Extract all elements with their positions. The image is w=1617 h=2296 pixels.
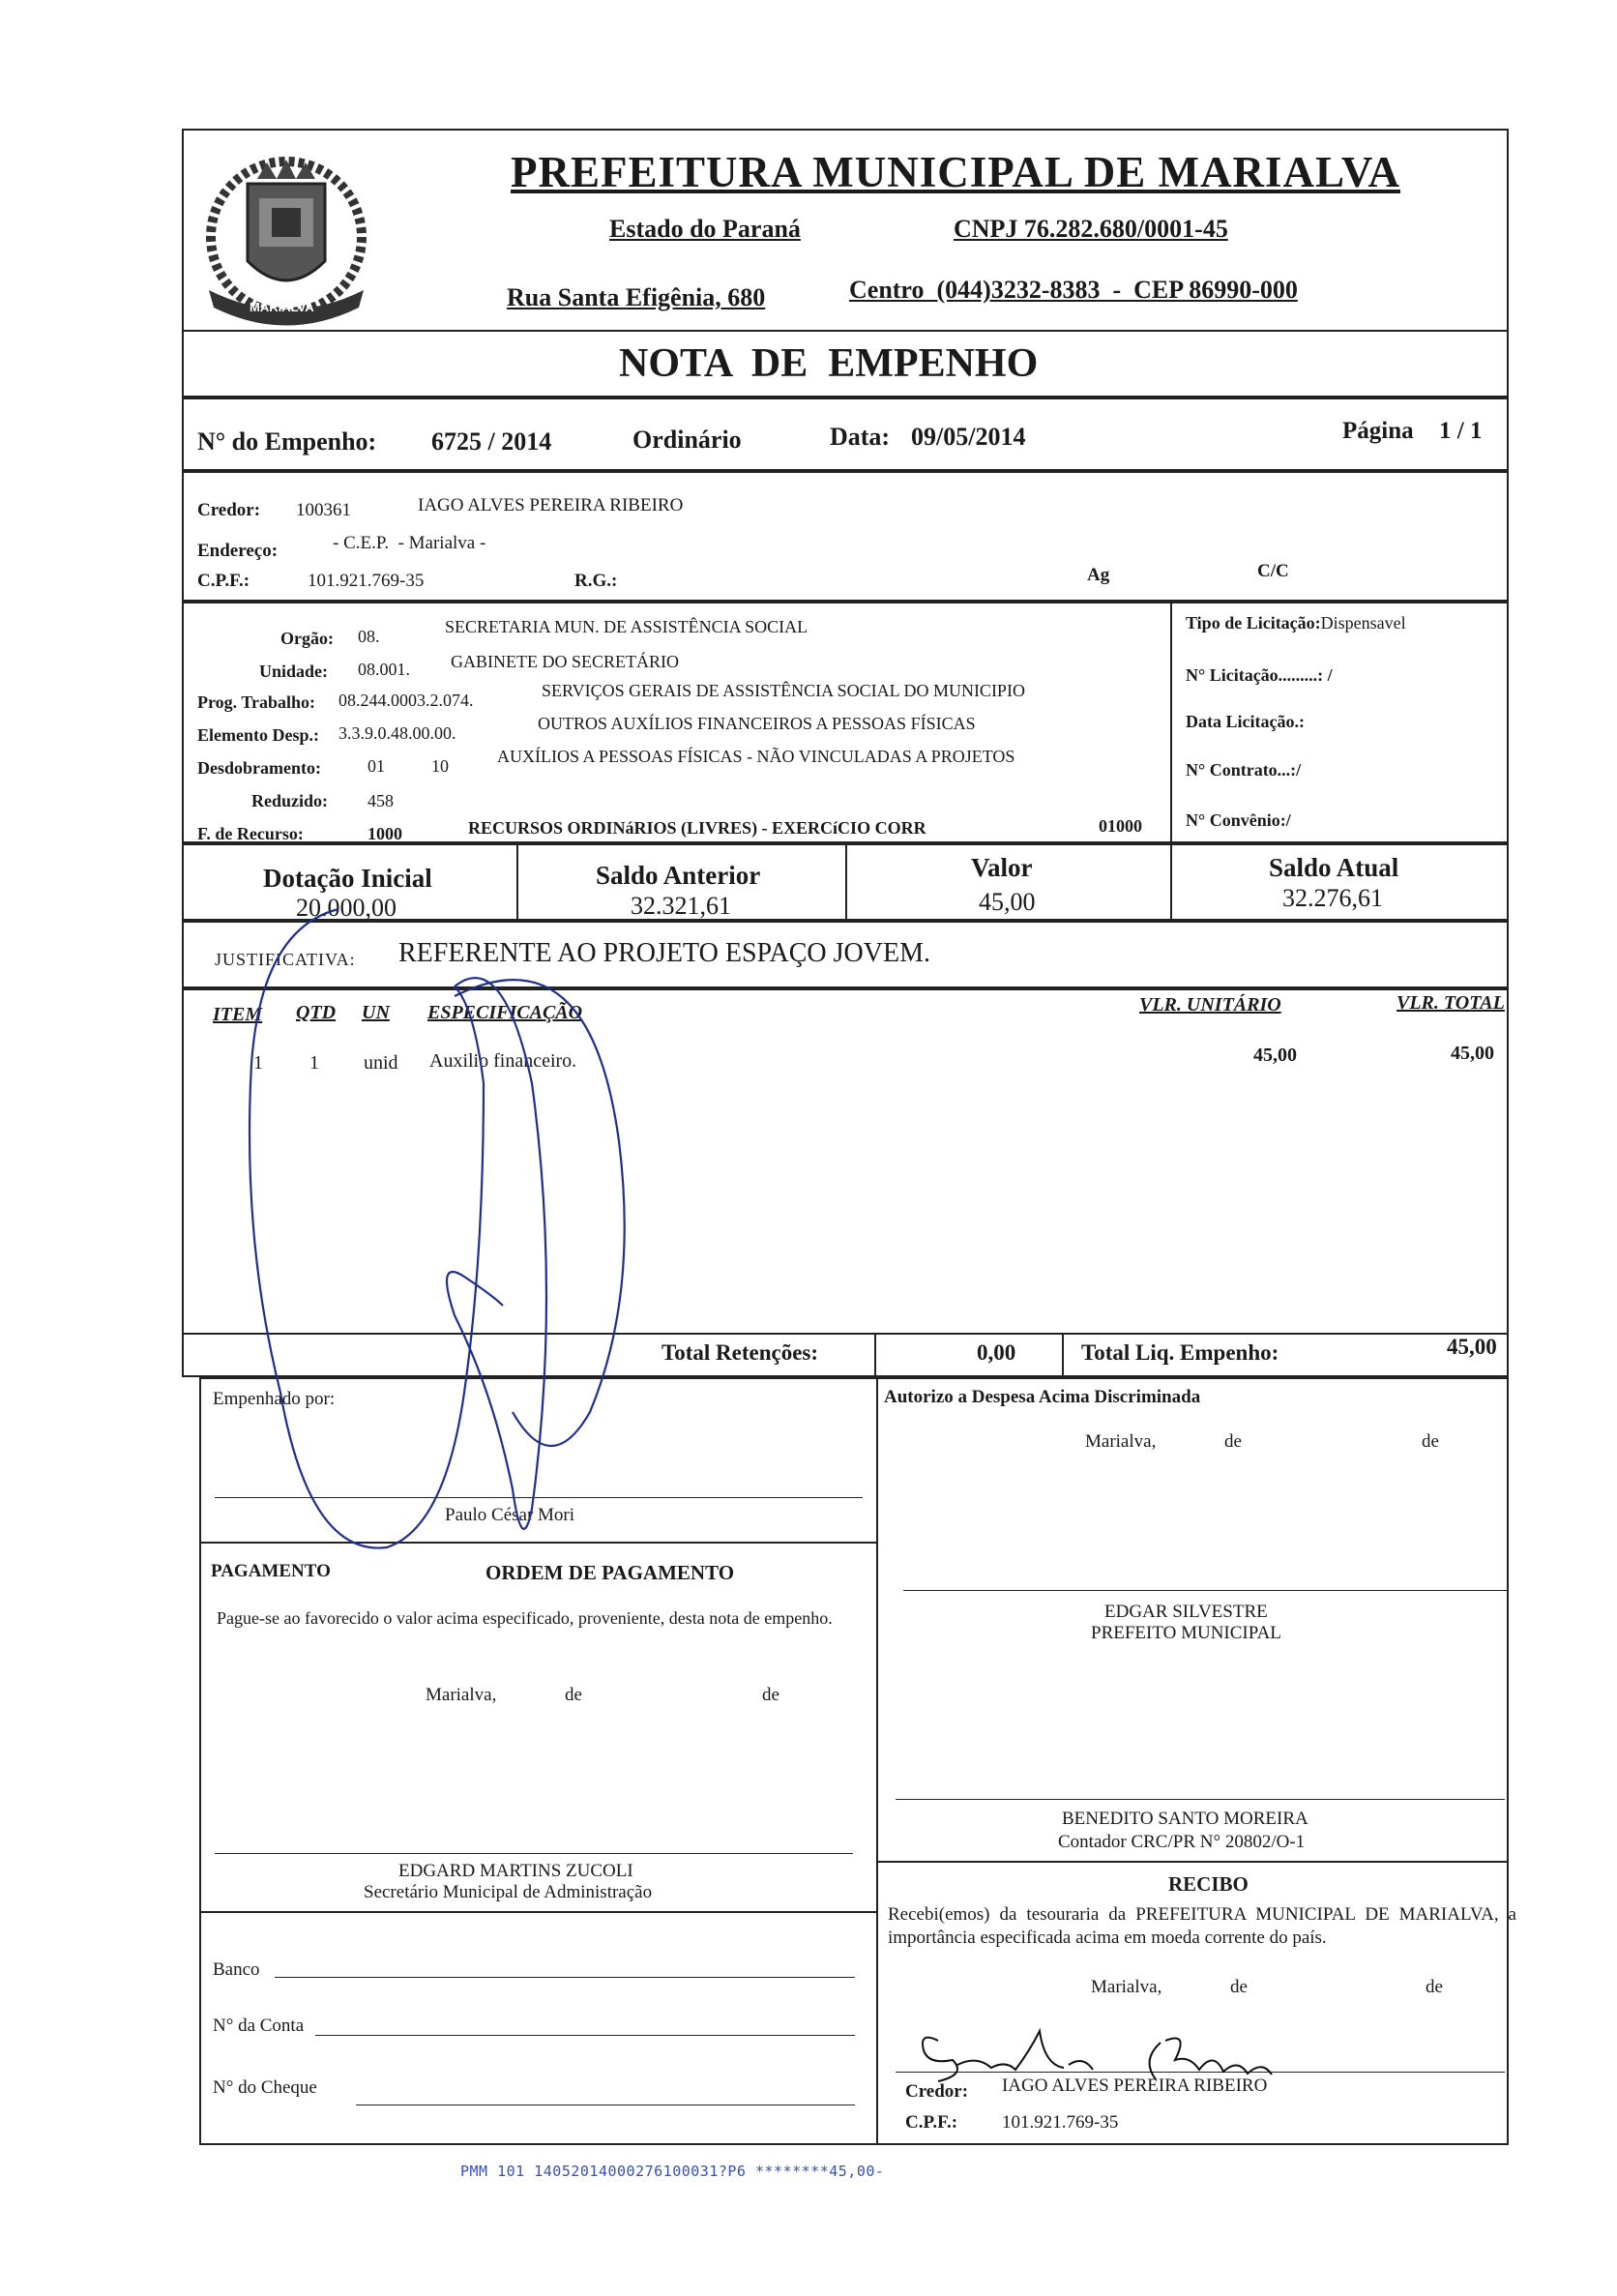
prog-name: SERVIÇOS GERAIS DE ASSISTÊNCIA SOCIAL DO MUNICIPIO: [542, 681, 1025, 700]
justificativa-label: JUSTIFICATIVA:: [215, 950, 356, 969]
reduzido-label: Reduzido:: [251, 791, 329, 810]
recurso-label: F. de Recurso:: [197, 824, 304, 843]
elemento-code: 3.3.9.0.48.00.00.: [338, 723, 456, 743]
desdobramento-a: 01: [368, 756, 385, 776]
col-item-header: ITEM: [213, 1004, 263, 1025]
unidade-code: 08.001.: [358, 660, 410, 679]
page-label: Página: [1342, 418, 1414, 444]
empenho-date: 09/05/2014: [911, 423, 1026, 451]
autorizo-city: Marialva,: [1085, 1431, 1157, 1452]
reduzido-value: 458: [368, 791, 394, 810]
secretario-signature-line: [215, 1853, 853, 1854]
col-total-header: VLR. TOTAL: [1396, 992, 1505, 1014]
item-un: unid: [364, 1052, 398, 1074]
page-title: PREFEITURA MUNICIPAL DE MARIALVA: [511, 148, 1401, 196]
conta-field[interactable]: [315, 2035, 855, 2036]
item-especificacao: Auxilio financeiro.: [429, 1050, 577, 1072]
prog-code: 08.244.0003.2.074.: [338, 691, 474, 710]
prog-label: Prog. Trabalho:: [197, 692, 316, 712]
retencoes-label: Total Retenções:: [662, 1340, 819, 1365]
document-title: NOTA DE EMPENHO: [619, 341, 1039, 386]
saldo-divider-2: [845, 843, 847, 921]
endereco-label: Endereço:: [197, 541, 279, 561]
autorizo-de2: de: [1422, 1431, 1439, 1452]
recibo-cpf-label: C.P.F.:: [905, 2112, 958, 2133]
dotacao-value: 20.000,00: [296, 894, 397, 922]
contador-role: Contador CRC/PR N° 20802/O-1: [1058, 1832, 1306, 1852]
liquido-value: 45,00: [1447, 1335, 1497, 1359]
rg-label: R.G.:: [574, 571, 618, 591]
saldo-divider-3: [1170, 843, 1172, 921]
cpf-label: C.P.F.:: [197, 571, 250, 591]
pagamento-label: PAGAMENTO: [211, 1561, 331, 1581]
empenho-number-label: N° do Empenho:: [197, 427, 377, 456]
col-unitario-header: VLR. UNITÁRIO: [1139, 994, 1281, 1016]
empenhado-name: Paulo César Mori: [445, 1505, 575, 1525]
credor-handwritten-signature: [899, 2021, 1306, 2099]
unidade-label: Unidade:: [259, 662, 329, 681]
recibo-top-divider: [876, 1861, 1509, 1863]
desdobramento-name: AUXÍLIOS A PESSOAS FÍSICAS - NÃO VINCULADAS A PROJETOS: [497, 747, 1015, 766]
date-label: Data:: [830, 423, 891, 451]
conta-label: N° da Conta: [213, 2016, 305, 2036]
footer-code: PMM 101 14052014000276100031?P6 ********45,00-: [460, 2163, 885, 2180]
recurso-code: 1000: [368, 824, 402, 843]
totais-divider-2: [1062, 1333, 1064, 1377]
recibo-de2: de: [1426, 1977, 1443, 1997]
endereco-value: - C.E.P. - Marialva -: [333, 533, 486, 553]
saldo-anterior-value: 32.321,61: [631, 892, 731, 920]
contador-signature-line: [896, 1799, 1505, 1800]
licitacao-numero: N° Licitação.........: /: [1186, 665, 1333, 685]
prefeito-name: EDGAR SILVESTRE: [1104, 1602, 1268, 1622]
desdobramento-b: 10: [431, 756, 449, 776]
cc-label: C/C: [1257, 561, 1289, 581]
item-number: 1: [253, 1052, 263, 1074]
licitacao-convenio: N° Convênio:/: [1186, 810, 1291, 830]
recibo-city: Marialva,: [1091, 1977, 1162, 1997]
item-unitario: 45,00: [1253, 1045, 1297, 1066]
orgao-code: 08.: [358, 627, 380, 646]
empenho-type: Ordinário: [632, 426, 742, 454]
empenhado-label: Empenhado por:: [213, 1389, 336, 1409]
recibo-de1: de: [1230, 1977, 1248, 1997]
licitacao-divider: [1170, 602, 1172, 843]
saldo-atual-value: 32.276,61: [1282, 884, 1383, 912]
valor-value: 45,00: [979, 888, 1036, 916]
item-qtd: 1: [309, 1052, 319, 1074]
licitacao-tipo-label: Tipo de Licitação:: [1186, 613, 1321, 633]
saldo-atual-label: Saldo Atual: [1269, 853, 1399, 882]
recibo-text: Recebi(emos) da tesouraria da PREFEITURA MUNICIPAL DE MARIALVA, a importância especificada acima em moeda corrente do país.: [888, 1904, 1516, 1948]
desdobramento-label: Desdobramento:: [197, 758, 321, 778]
justificativa-text: REFERENTE AO PROJETO ESPAÇO JOVEM.: [398, 938, 930, 968]
recurso-name: RECURSOS ORDINáRIOS (LIVRES) - EXERCíCIO CORR: [468, 818, 926, 838]
licitacao-contrato: N° Contrato...:/: [1186, 760, 1302, 780]
unidade-name: GABINETE DO SECRETÁRIO: [451, 652, 679, 671]
contact-label: Centro (044)3232-8383 - CEP 86990-000: [849, 276, 1298, 304]
pagamento-de2: de: [762, 1685, 779, 1705]
orgao-label: Orgão:: [280, 629, 334, 648]
empenhado-handwritten-signature: [222, 890, 629, 1567]
credor-code: 100361: [296, 500, 351, 520]
col-qtd-header: QTD: [296, 1002, 337, 1023]
address-label: Rua Santa Efigênia, 680: [507, 283, 766, 311]
item-total: 45,00: [1451, 1043, 1494, 1064]
pagamento-text: Pague-se ao favorecido o valor acima especificado, proveniente, desta nota de empenho.: [217, 1608, 833, 1628]
lower-center-divider: [876, 1377, 878, 2145]
orgao-name: SECRETARIA MUN. DE ASSISTÊNCIA SOCIAL: [445, 617, 808, 636]
autorizo-label: Autorizo a Despesa Acima Discriminada: [884, 1387, 1201, 1407]
secretario-name: EDGARD MARTINS ZUCOLI: [398, 1861, 633, 1881]
prefeito-role: PREFEITO MUNICIPAL: [1091, 1623, 1281, 1643]
ordem-pagamento-label: ORDEM DE PAGAMENTO: [485, 1561, 735, 1584]
autorizo-de1: de: [1224, 1431, 1242, 1452]
state-label: Estado do Paraná: [609, 215, 801, 243]
recurso-number: 01000: [1099, 816, 1142, 836]
cnpj-label: CNPJ 76.282.680/0001-45: [954, 215, 1228, 243]
banco-field[interactable]: [275, 1977, 855, 1978]
elemento-name: OUTROS AUXÍLIOS FINANCEIROS A PESSOAS FÍSICAS: [538, 714, 976, 733]
page-number: 1 / 1: [1439, 418, 1483, 444]
licitacao-tipo: [1186, 613, 1406, 633]
credor-label: Credor:: [197, 500, 261, 520]
totais-divider-1: [874, 1333, 876, 1377]
credor-name: IAGO ALVES PEREIRA RIBEIRO: [418, 495, 684, 515]
prefeito-signature-line: [903, 1590, 1509, 1591]
col-especificacao-header: ESPECIFICAÇÃO: [427, 1002, 583, 1023]
valor-label: Valor: [971, 853, 1033, 882]
retencoes-value: 0,00: [977, 1340, 1016, 1365]
dotacao-label: Dotação Inicial: [263, 864, 432, 893]
banco-label: Banco: [213, 1959, 260, 1980]
municipal-crest-icon: [190, 145, 383, 339]
empenho-number: 6725 / 2014: [431, 427, 552, 456]
contador-name: BENEDITO SANTO MOREIRA: [1062, 1809, 1308, 1829]
col-un-header: UN: [362, 1002, 390, 1023]
pagamento-city: Marialva,: [426, 1685, 497, 1705]
crest-banner-text: MARIALVA: [250, 300, 314, 314]
elemento-label: Elemento Desp.:: [197, 725, 319, 745]
recibo-label: RECIBO: [1168, 1872, 1249, 1896]
licitacao-data: Data Licitação.:: [1186, 712, 1305, 731]
saldo-anterior-label: Saldo Anterior: [596, 861, 761, 890]
pagamento-de1: de: [565, 1685, 582, 1705]
cheque-label: N° do Cheque: [213, 2077, 317, 2098]
secretario-role: Secretário Municipal de Administração: [364, 1882, 653, 1902]
licitacao-tipo-value: Dispensavel: [1320, 613, 1406, 633]
recibo-credor-name: IAGO ALVES PEREIRA RIBEIRO: [1002, 2075, 1268, 2096]
liquido-label: Total Liq. Empenho:: [1081, 1340, 1279, 1365]
cpf-value: 101.921.769-35: [308, 571, 425, 591]
recibo-credor-label: Credor:: [905, 2081, 969, 2102]
banco-divider: [199, 1911, 876, 1913]
ag-label: Ag: [1087, 565, 1110, 585]
recibo-cpf-value: 101.921.769-35: [1002, 2112, 1119, 2133]
